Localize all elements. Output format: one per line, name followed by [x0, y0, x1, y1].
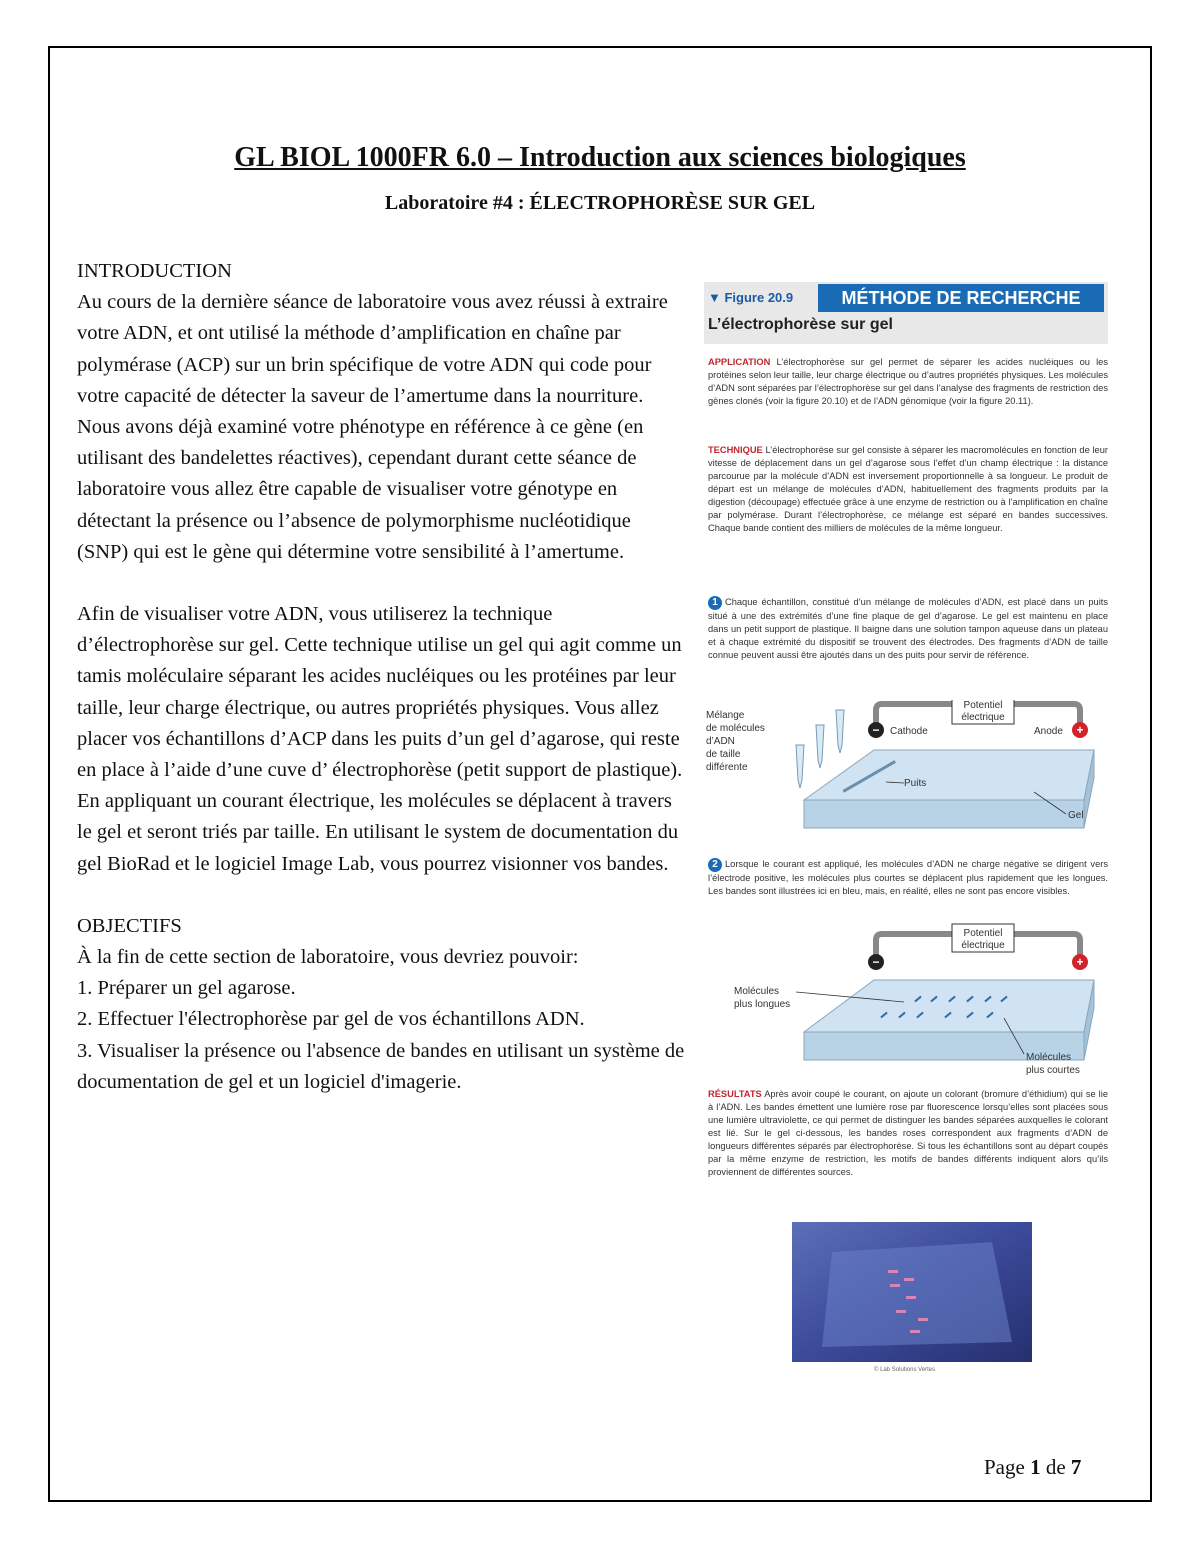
document-title: GL BIOL 1000FR 6.0 – Introduction aux sciences biologiques — [234, 142, 966, 173]
objectives-heading: OBJECTIFS — [77, 914, 182, 937]
long-molecules-label-2: plus longues — [734, 999, 791, 1010]
electrophoresis-running-diagram — [704, 922, 1112, 1082]
gel-label: Gel — [1068, 810, 1084, 821]
application-label: APPLICATION — [708, 357, 771, 367]
step-2-section — [708, 858, 1108, 898]
page-number — [984, 1455, 1081, 1480]
gel-tray-front — [804, 800, 1084, 828]
intro-paragraph-2: Afin de visualiser votre ADN, vous utiliserez la technique d’électrophorèse sur gel. Cette technique utilise un gel qui agit comme un tamis moléculaire séparant les acides nucléiques ou les protéines par leur taille, leur charge électrique, ou autres propriétés physiques. Vous allez placer vos échantillons d’ACP dans les puits d’un gel d’agarose, qui reste en place à l’aide d’une cuve d’ électrophorèse (petit support de plastique). En appliquant un courant électrique, les molécules se déplacent à travers le gel et seront triés par taille. En utilisant le system de documentation du gel BioRad et le logiciel Image Lab, vous pourrez visionner vos bandes. — [77, 603, 683, 875]
intro-heading: INTRODUCTION — [77, 260, 232, 282]
potential-label-2: électrique — [961, 940, 1005, 951]
short-molecules-label-2: plus courtes — [1026, 1065, 1080, 1076]
page-mid: de — [1040, 1455, 1071, 1479]
page-current: 1 — [1030, 1455, 1041, 1479]
wells-label: Puits — [904, 778, 927, 789]
plus-sign: + — [1076, 723, 1084, 737]
figure-20-9 — [704, 282, 1112, 1392]
cathode-label: Cathode — [890, 726, 928, 737]
long-molecules-label-1: Molécules — [734, 986, 780, 997]
results-section — [708, 1088, 1108, 1179]
results-text: Après avoir coupé le courant, on ajoute un colorant (bromure d’éthidium) qui se lie à l’ADN. Les bandes émettent une lumière rose par fluorescence lorsqu’elles sont placées sous une lumière ultraviolette, ce qui permet de distinguer les bandes séparées auxquelles le colorant est lié. Sur le gel ci-dessous, les bandes roses correspondent aux fragments d’ADN de longueurs différentes séparés par électrophorèse. Si tous les échantillons sont au départ coupés par la même enzyme de restriction, les motifs de bandes différents indiquent alors qu’ils proviennent de différentes sources. — [708, 1089, 1108, 1177]
document-subtitle: Laboratoire #4 : ÉLECTROPHORÈSE SUR GEL — [384, 192, 816, 214]
sample-tube — [836, 710, 844, 753]
gel-photo — [792, 1222, 1032, 1362]
figure-header — [704, 282, 1108, 344]
mix-label-2: de molécules — [706, 723, 765, 734]
step-1-text: Chaque échantillon, constitué d’un mélange de molécules d’ADN, est placé dans un puits situé à une des extrémités d’une fine plaque de gel d’agarose. Le gel est maintenu en place dans un petit support de plastique. Il baigne dans une solution tampon aqueuse dans un plateau et à chaque extrémité du dispositif se trouvent des électrodes. Des fragments d’ADN de taille connue peuvent aussi être ajoutés dans un des puits pour servir de référence. — [708, 597, 1108, 660]
objectives-intro: À la fin de cette section de laboratoire, vous devriez pouvoir: — [77, 946, 579, 969]
potential-label-2: électrique — [961, 712, 1005, 723]
objective-item: 2. Effectuer l'électrophorèse par gel de vos échantillons ADN. — [77, 1008, 585, 1031]
step-1-section — [708, 596, 1108, 662]
figure-title: L’électrophorèse sur gel — [708, 316, 893, 333]
application-section — [708, 356, 1108, 408]
electrophoresis-setup-diagram — [704, 700, 1112, 850]
figure-label: ▼ Figure 20.9 — [708, 290, 794, 305]
main-text-column — [77, 256, 687, 1098]
step-2-text: Lorsque le courant est appliqué, les molécules d’ADN ne charge négative se dirigent vers l’électrode positive, les molécules plus courtes se déplacent plus rapidement que les longues. Les bandes sont illustrées ici en bleu, mais, en réalité, elles ne sont pas encore visibles. — [708, 859, 1108, 896]
technique-section — [708, 444, 1108, 535]
page-total: 7 — [1070, 1455, 1082, 1479]
mix-label-3: d’ADN — [706, 736, 735, 747]
intro-paragraph-1: Au cours de la dernière séance de laboratoire vous avez réussi à extraire votre ADN, et ont utilisé la méthode d’amplification en chaîne par polymérase (ACP) sur un brin spécifique de votre ADN qui code pour votre capacité de détecter la saveur de l’amertume dans la nourriture. Nous avons déjà examiné votre phénotype en référence à ce gène (en utilisant des bandelettes réactives), cependant durant cette séance de laboratoire vous allez être capable de visualiser votre génotype en détectant la présence ou l’absence de polymorphisme nucléotidique (SNP) qui est le gène qui détermine votre sensibilité à l’amertume. — [77, 291, 668, 563]
plus-sign: + — [1076, 955, 1084, 969]
step-2-number: 2 — [708, 858, 722, 872]
sample-tube — [796, 745, 804, 788]
mix-label-4: de taille — [706, 749, 741, 760]
technique-text: L’électrophorèse sur gel consiste à séparer les macromolécules en fonction de leur vitesse de déplacement dans un gel d’agarose sous l’effet d’un champ électrique : la distance parcourue par la molécule d’ADN est inversement proportionnelle à sa longueur. Le produit de départ est un mélange de molécules d’ADN, habituellement des fragments produits par la digestion (découpage) effectuée grâce à une enzyme de restriction ou à l’amplification en chaîne par polymérase. Durant l’électrophorèse, ce mélange est séparé en bandes successives. Chaque bande contient des milliers de molécules de la même longueur. — [708, 445, 1108, 533]
short-molecules-label-1: Molécules — [1026, 1052, 1072, 1063]
sample-tube — [816, 725, 824, 768]
step-1-number: 1 — [708, 596, 722, 610]
results-label: RÉSULTATS — [708, 1089, 762, 1099]
page-prefix: Page — [984, 1455, 1031, 1479]
potential-label-1: Potentiel — [963, 700, 1003, 711]
gel-tray-top — [804, 980, 1094, 1032]
photo-credit: © Lab Solutions Vertes — [874, 1367, 936, 1373]
application-text: L’électrophorèse sur gel permet de séparer les acides nucléiques ou les protéines selon leur taille, leur charge électrique ou d’autres propriétés physiques. Les molécules d’ADN sont séparées par l’électrophorèse sur gel dans l’analyse des fragments de restriction des gènes clonés (voir la figure 20.10) et de l’ADN génomique (voir la figure 20.11). — [708, 357, 1108, 406]
figure-banner: MÉTHODE DE RECHERCHE — [818, 284, 1104, 312]
mix-label-1: Mélange — [706, 710, 745, 721]
technique-label: TECHNIQUE — [708, 445, 763, 455]
objective-item: 3. Visualiser la présence ou l'absence de bandes en utilisant un système de documentation de gel et un logiciel d'imagerie. — [77, 1039, 685, 1093]
potential-label-1: Potentiel — [963, 928, 1003, 939]
objective-item: 1. Préparer un gel agarose. — [77, 977, 296, 1000]
mix-label-5: différente — [706, 762, 748, 773]
minus-sign: − — [872, 723, 880, 737]
gel-tray-top — [804, 750, 1094, 800]
anode-label: Anode — [1034, 726, 1063, 737]
minus-sign: − — [872, 955, 880, 969]
